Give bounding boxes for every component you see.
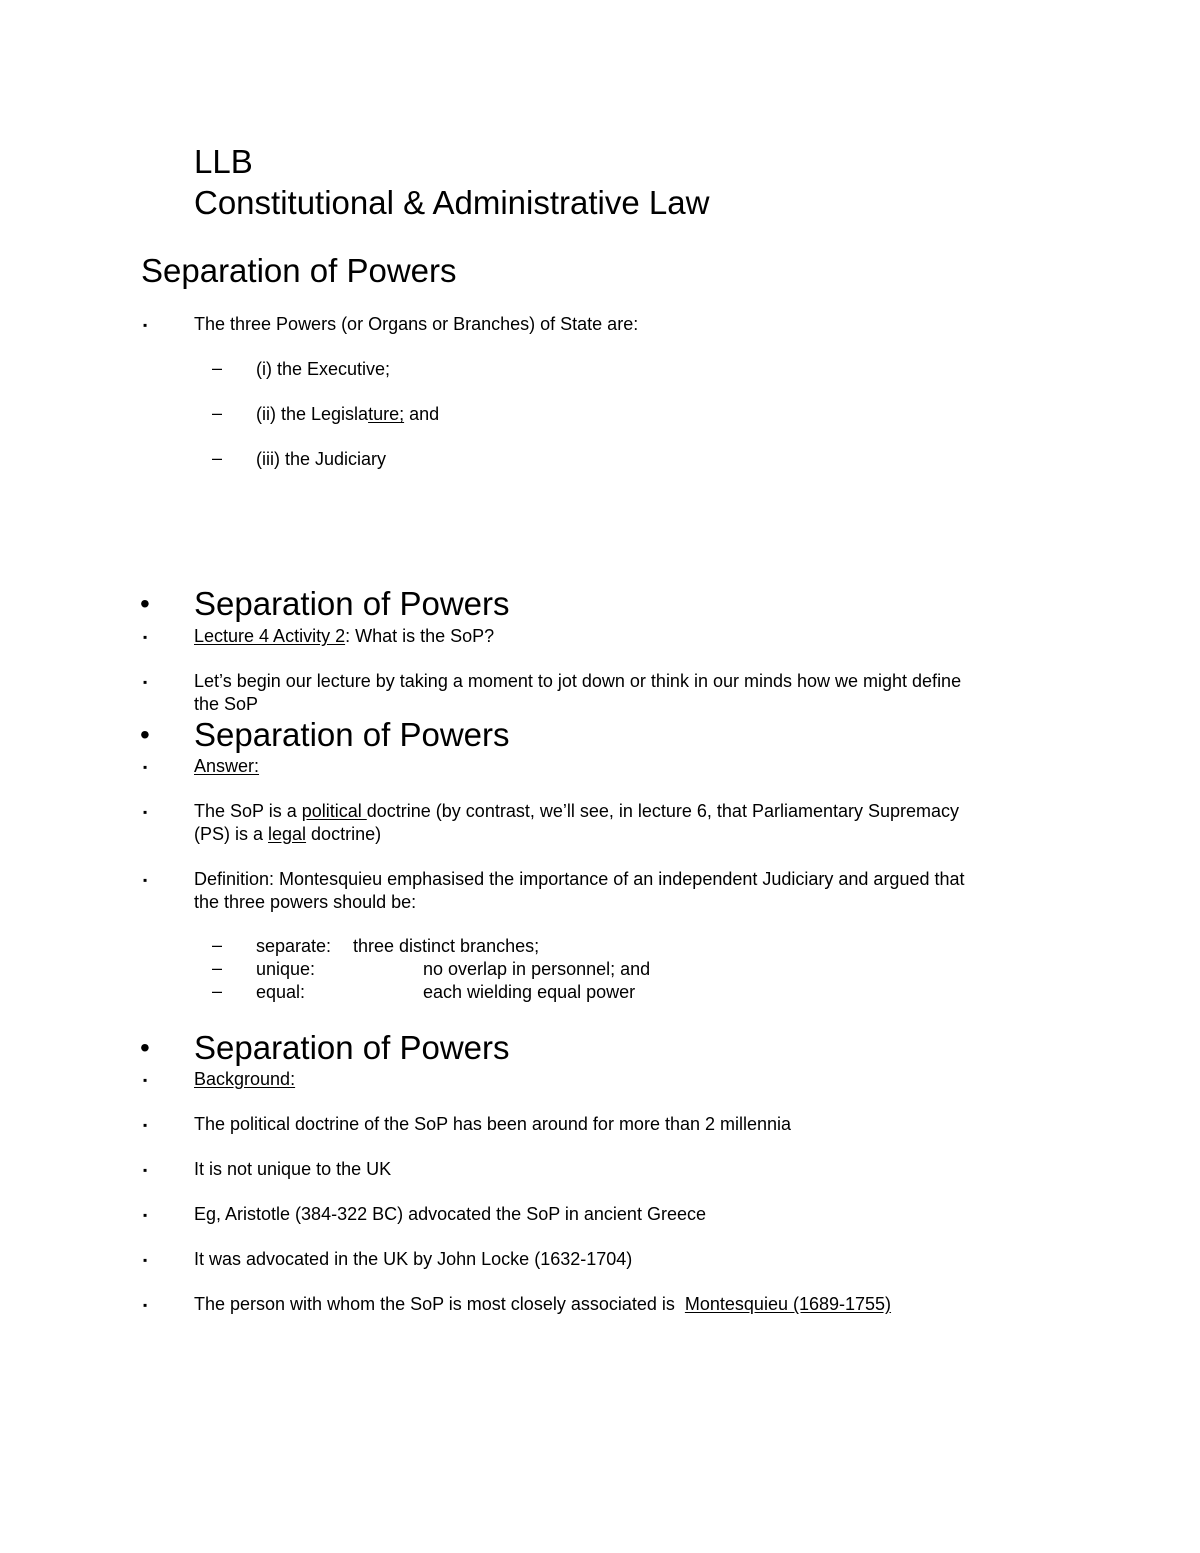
background-point-3: Eg, Aristotle (384-322 BC) advocated the SoP in ancient Greece bbox=[194, 1204, 706, 1224]
prompt-line-1: Let’s begin our lecture by taking a moment to jot down or think in our minds how we might define bbox=[194, 671, 962, 691]
bullet-icon: ▪ bbox=[143, 1118, 148, 1132]
answer-line-1: The SoP is a political doctrine (by contrast, we’ll see, in lecture 6, that Parliamentary Supremacy bbox=[194, 801, 960, 821]
term-equal-desc: each wielding equal power bbox=[423, 982, 636, 1002]
bullet-icon: ▪ bbox=[143, 760, 148, 774]
bullet-icon: ▪ bbox=[143, 1253, 148, 1267]
activity-link[interactable]: Lecture 4 Activity 2 bbox=[194, 626, 346, 646]
prompt-line-2: the SoP bbox=[194, 694, 259, 714]
term-equal: equal: bbox=[256, 982, 306, 1002]
dash-icon: – bbox=[212, 403, 223, 423]
montesquieu-link[interactable]: Montesquieu (1689-1755) bbox=[684, 1294, 892, 1314]
section4-heading: Separation of Powers bbox=[194, 1029, 510, 1066]
bullet-icon: ▪ bbox=[143, 805, 148, 819]
dash-icon: – bbox=[212, 981, 223, 1001]
big-bullet-icon: • bbox=[140, 1032, 150, 1063]
course-code: LLB bbox=[194, 143, 253, 180]
answer-line-2: (PS) is a legal doctrine) bbox=[194, 824, 382, 844]
background-point-2: It is not unique to the UK bbox=[194, 1159, 392, 1179]
definition-line-2: the three powers should be: bbox=[194, 892, 417, 912]
bullet-icon: ▪ bbox=[143, 675, 148, 689]
dash-icon: – bbox=[212, 358, 223, 378]
term-unique-desc: no overlap in personnel; and bbox=[423, 959, 651, 979]
dash-icon: – bbox=[212, 448, 223, 468]
section2-heading: Separation of Powers bbox=[194, 585, 510, 622]
section1-heading: Separation of Powers bbox=[141, 252, 457, 289]
answer-label: Answer: bbox=[194, 756, 260, 776]
background-point-5: The person with whom the SoP is most closely associated is Montesquieu (1689-1755) bbox=[194, 1294, 892, 1314]
term-separate-desc: three distinct branches; bbox=[353, 936, 540, 956]
bullet-icon: ▪ bbox=[143, 318, 148, 332]
background-point-4: It was advocated in the UK by John Locke (1632-1704) bbox=[194, 1249, 633, 1269]
course-title: Constitutional & Administrative Law bbox=[194, 184, 710, 221]
list-item-legislature: (ii) the Legislature; and bbox=[256, 404, 440, 424]
dash-icon: – bbox=[212, 958, 223, 978]
activity-line: Lecture 4 Activity 2: What is the SoP? bbox=[194, 626, 495, 646]
term-unique: unique: bbox=[256, 959, 316, 979]
big-bullet-icon: • bbox=[140, 588, 150, 619]
bullet-icon: ▪ bbox=[143, 1208, 148, 1222]
term-separate: separate: bbox=[256, 936, 332, 956]
background-point-1: The political doctrine of the SoP has been around for more than 2 millennia bbox=[194, 1114, 792, 1134]
dash-icon: – bbox=[212, 935, 223, 955]
section1-intro: The three Powers (or Organs or Branches) of State are: bbox=[194, 314, 639, 334]
big-bullet-icon: • bbox=[140, 719, 150, 750]
bullet-icon: ▪ bbox=[143, 1298, 148, 1312]
bullet-icon: ▪ bbox=[143, 1163, 148, 1177]
bullet-icon: ▪ bbox=[143, 1073, 148, 1087]
bullet-icon: ▪ bbox=[143, 873, 148, 887]
background-label: Background: bbox=[194, 1069, 296, 1089]
section3-heading: Separation of Powers bbox=[194, 716, 510, 753]
bullet-icon: ▪ bbox=[143, 630, 148, 644]
list-item-judiciary: (iii) the Judiciary bbox=[256, 449, 387, 469]
list-item-executive: (i) the Executive; bbox=[256, 359, 391, 379]
definition-line-1: Definition: Montesquieu emphasised the importance of an independent Judiciary and argued that bbox=[194, 869, 965, 889]
